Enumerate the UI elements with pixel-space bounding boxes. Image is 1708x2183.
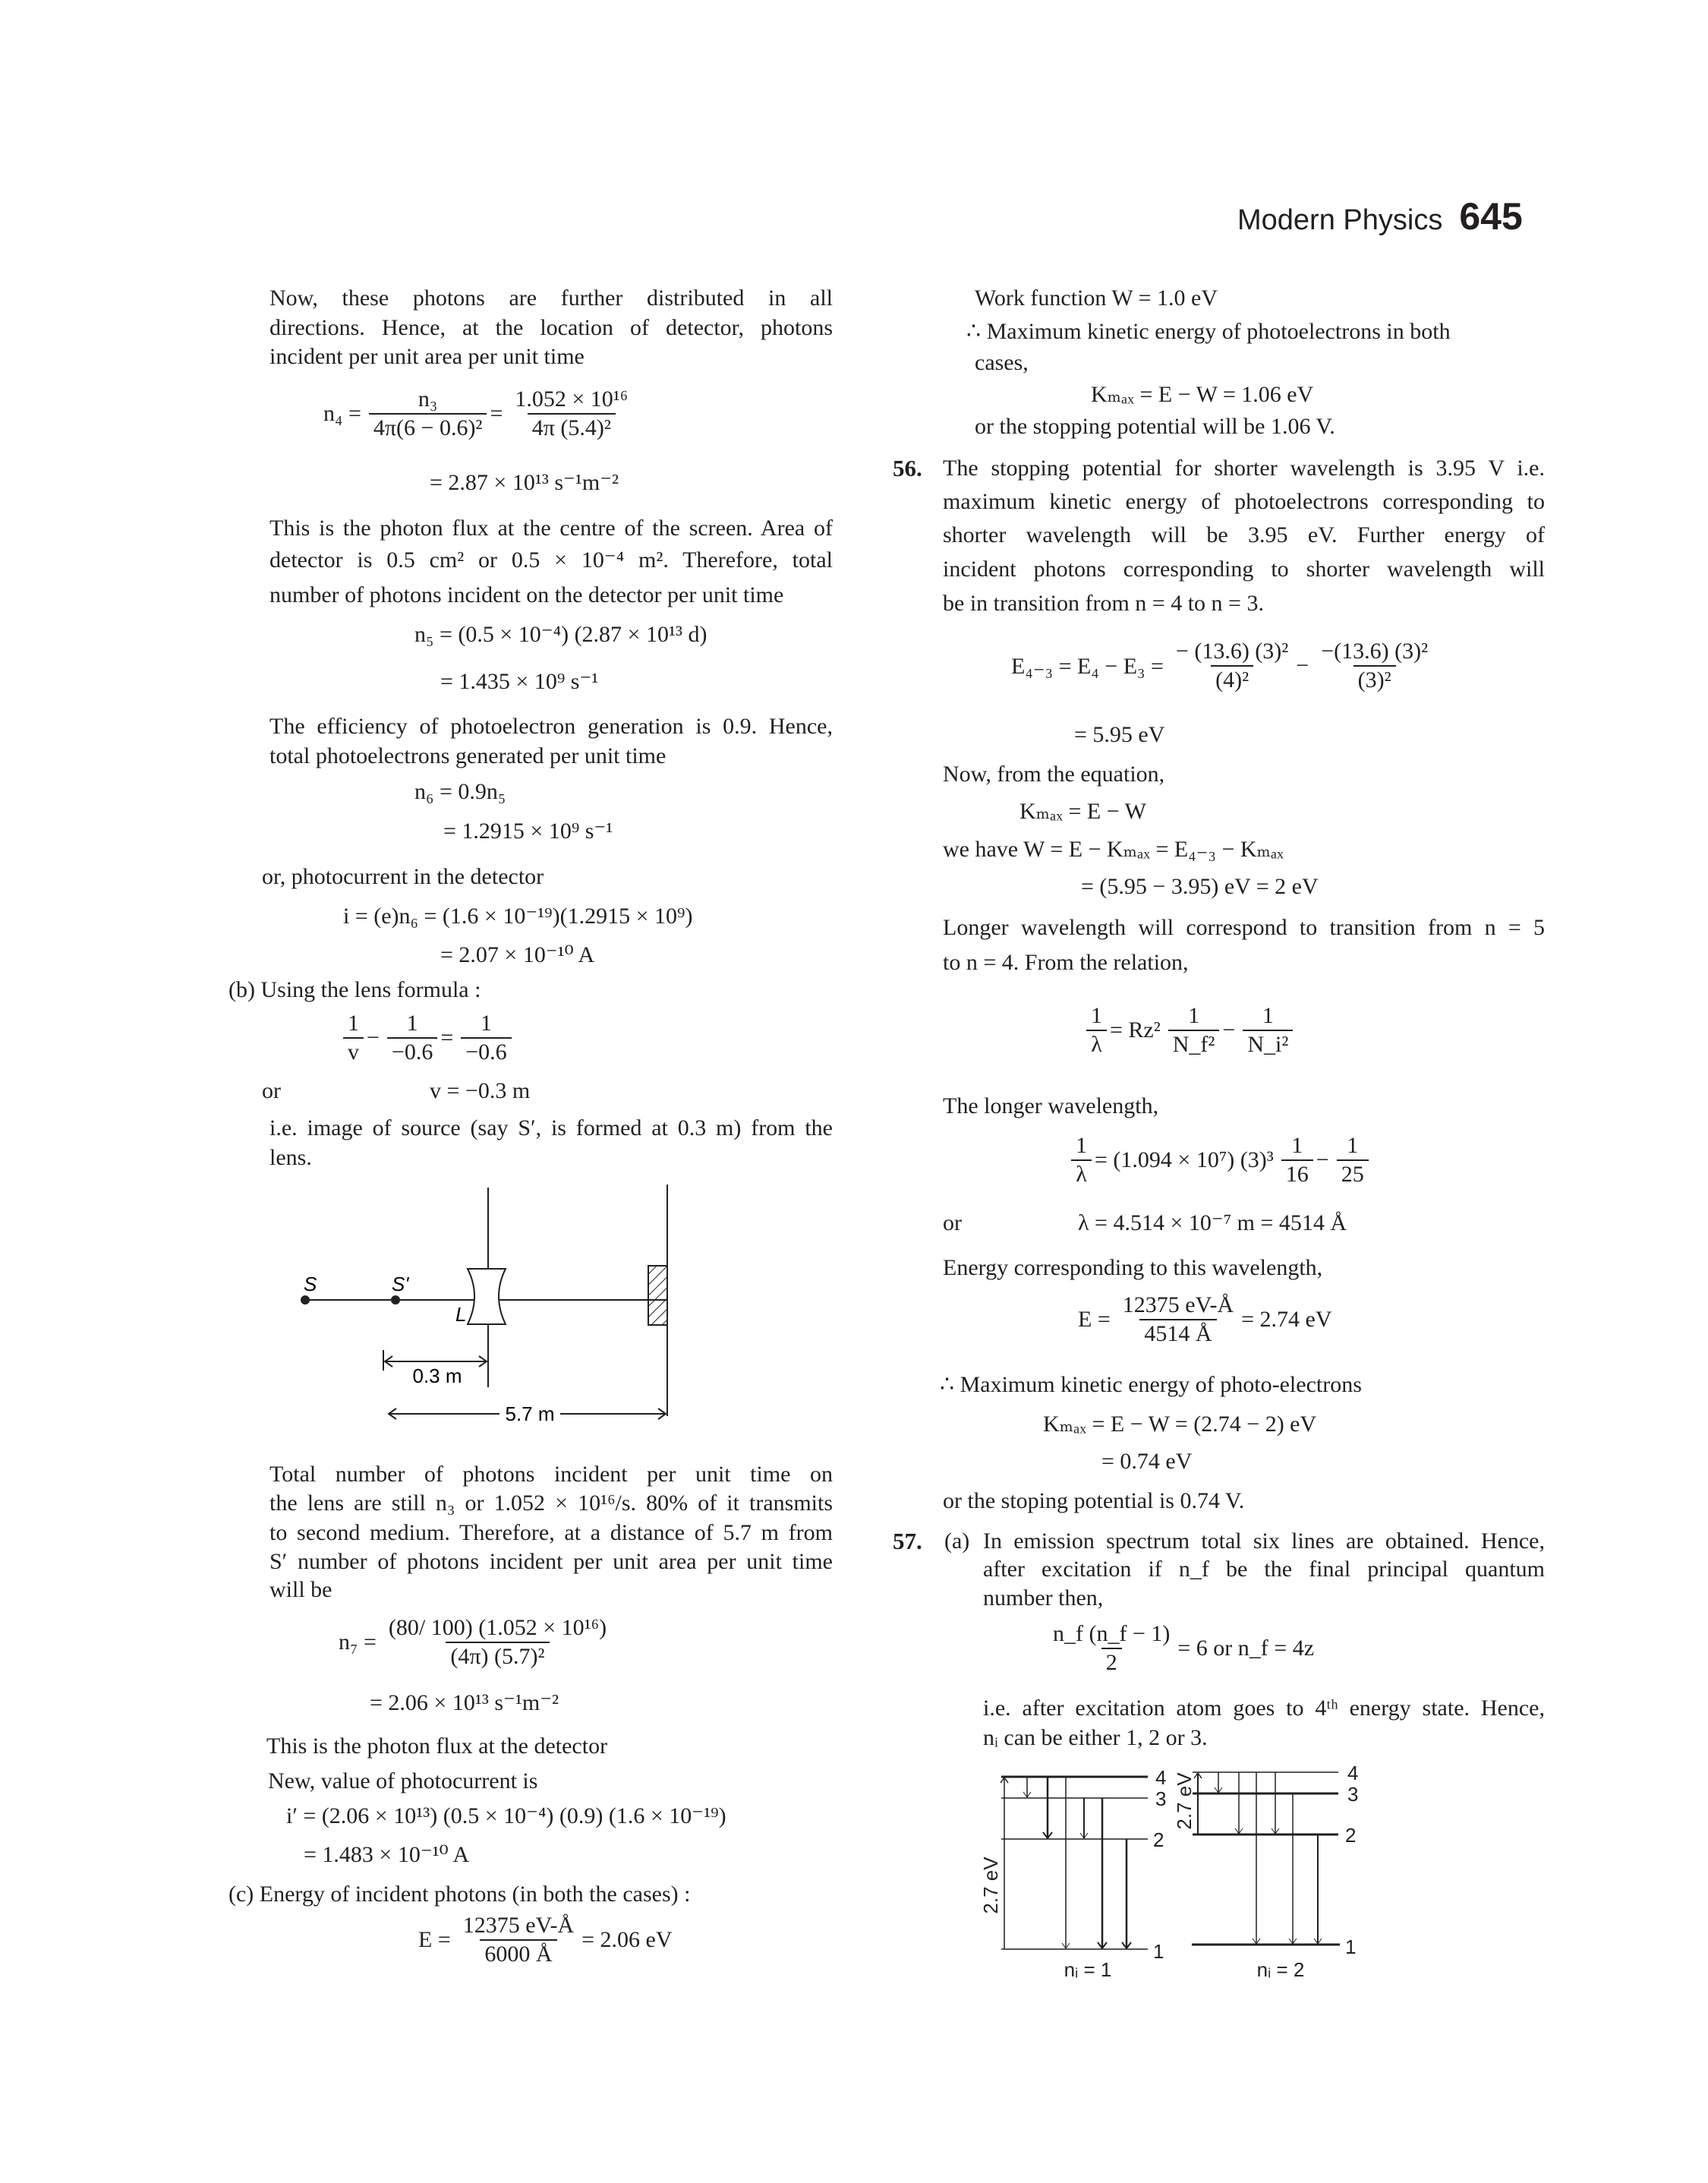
paragraph-line: This is the photon flux at the detector <box>266 1733 608 1759</box>
denominator: 4π(6 − 0.6)² <box>369 413 487 442</box>
numerator: 1 <box>1188 1003 1200 1028</box>
numerator: (80/ 100) (1.052 × 10¹⁶) <box>388 1615 607 1640</box>
label-0-3m: 0.3 m <box>412 1364 462 1387</box>
paragraph-line: ∴ Maximum kinetic energy of photoelectrons in both <box>966 319 1451 344</box>
paragraph-line: Longer wavelength will correspond to transition from n = 5 <box>943 915 1545 940</box>
paragraph-line: or the stopping potential will be 1.06 V. <box>975 414 1335 439</box>
minus: − <box>367 1025 380 1050</box>
eq-lhs: n₇ = <box>339 1629 377 1655</box>
result-work-function: = (5.95 − 3.95) eV = 2 eV <box>1081 874 1319 899</box>
numerator: 1 <box>1347 1133 1359 1158</box>
numerator: 12375 eV-Å <box>462 1913 575 1938</box>
denominator: λ <box>1071 1159 1092 1188</box>
paragraph-line: Now, these photons are further distributed in all <box>269 285 833 311</box>
level-3-label: 3 <box>1347 1783 1359 1806</box>
denominator: −0.6 <box>387 1037 437 1066</box>
equals: = <box>490 401 503 426</box>
paragraph-line: incident photons corresponding to shorter wavelength will <box>943 557 1545 582</box>
numerator: n_f (n_f − 1) <box>1053 1621 1171 1646</box>
paragraph-line: maximum kinetic energy of photoelectrons corresponding to <box>943 489 1545 514</box>
fraction <box>1168 1002 1220 1058</box>
paragraph-line: be in transition from n = 4 to n = 3. <box>943 591 1264 616</box>
eq-lhs: E = <box>1078 1307 1111 1332</box>
denominator: 4514 Å <box>1139 1319 1216 1348</box>
equation-energy <box>1078 1292 1335 1348</box>
result-n6: = 1.2915 × 10⁹ s⁻¹ <box>443 819 613 844</box>
paragraph-line: The efficiency of photoelectron generation is 0.9. Hence, <box>269 714 833 739</box>
denominator: N_f² <box>1168 1030 1220 1058</box>
numerator: 1 <box>1291 1133 1303 1158</box>
eq-lhs: E = <box>418 1927 451 1952</box>
eq-mid: = Rz² <box>1110 1017 1161 1043</box>
paragraph-line: to second medium. Therefore, at a distance of 5.7 m from <box>269 1520 833 1545</box>
minus: − <box>1222 1017 1236 1043</box>
paragraph-line: cases, <box>975 350 1029 375</box>
minus: − <box>1296 653 1309 678</box>
fraction <box>1281 1132 1313 1188</box>
rydberg-equation <box>1082 1002 1296 1058</box>
fraction <box>1171 638 1293 694</box>
equation-current: i = (e)n₆ = (1.6 × 10⁻¹⁹)(1.2915 × 10⁹) <box>343 904 693 929</box>
energy-level-diagram-ni-2 <box>1192 1772 1340 1945</box>
paragraph-line: or, photocurrent in the detector <box>262 864 544 889</box>
energy-label: 2.7 eV <box>1173 1772 1196 1830</box>
denominator: 6000 Å <box>480 1939 556 1968</box>
paragraph-line: to n = 4. From the relation, <box>943 950 1189 975</box>
part-b-heading: (b) Using the lens formula : <box>228 977 481 1002</box>
result-new-current: = 1.483 × 10⁻¹⁰ A <box>304 1842 470 1867</box>
image-distance: v = −0.3 m <box>430 1078 531 1103</box>
fraction <box>459 1912 578 1968</box>
equation-n6: n₆ = 0.9n₅ <box>414 779 506 804</box>
paragraph-line: This is the photon flux at the centre of the screen. Area of <box>269 516 833 541</box>
result-n4: = 2.87 × 10¹³ s⁻¹m⁻² <box>430 470 619 495</box>
denominator: 2 <box>1101 1648 1122 1677</box>
or-label: or <box>262 1078 281 1103</box>
paragraph-line: the lens are still n₃ or 1.052 × 10¹⁶/s. 80% of it transmits <box>269 1491 833 1516</box>
level-2-label: 2 <box>1345 1824 1357 1847</box>
fraction <box>1337 1132 1369 1188</box>
result-e43: = 5.95 eV <box>1074 722 1165 747</box>
fraction <box>1118 1292 1238 1348</box>
question-number-57: 57. <box>893 1528 922 1554</box>
paragraph-line: i.e. after excitation atom goes to 4ᵗʰ energy state. Hence, <box>983 1696 1545 1721</box>
level-4-label: 4 <box>1155 1766 1167 1789</box>
numerator: n₃ <box>418 386 438 412</box>
source-point-s <box>301 1295 310 1304</box>
denominator: 16 <box>1281 1159 1313 1188</box>
paragraph-line: after excitation if n_f be the final principal quantum <box>983 1557 1545 1582</box>
level-2-label: 2 <box>1153 1828 1164 1851</box>
result-n7: = 2.06 × 10¹³ s⁻¹m⁻² <box>370 1690 559 1715</box>
level-4-label: 4 <box>1347 1762 1359 1784</box>
level-3-label: 3 <box>1155 1787 1167 1810</box>
section-title: Modern Physics <box>1237 204 1443 236</box>
concave-lens <box>468 1269 506 1324</box>
energy-label: 2.7 eV <box>979 1856 1002 1914</box>
wavelength-result: λ = 4.514 × 10⁻⁷ m = 4514 Å <box>1078 1210 1347 1235</box>
numerator: 1 <box>1091 1003 1102 1028</box>
paragraph-line: number then, <box>983 1585 1104 1610</box>
paragraph-line: Energy corresponding to this wavelength, <box>943 1255 1323 1280</box>
level-1-label: 1 <box>1345 1935 1357 1958</box>
denominator: −0.6 <box>461 1037 511 1066</box>
or-label: or <box>943 1210 962 1235</box>
paragraph-line: detector is 0.5 cm² or 0.5 × 10⁻⁴ m². Therefore, total <box>269 547 833 573</box>
paragraph-line: lens. <box>269 1145 312 1170</box>
denominator: λ <box>1086 1030 1107 1058</box>
paragraph-line: S′ number of photons incident per unit area per unit time <box>269 1549 833 1574</box>
eq-rhs: = 2.74 eV <box>1241 1307 1332 1332</box>
paragraph-line: Total number of photons incident per unit time on <box>269 1462 833 1487</box>
denominator: (3)² <box>1353 665 1396 694</box>
paragraph-line: i.e. image of source (say S′, is formed at 0.3 m) from the <box>269 1115 833 1140</box>
paragraph-line: New, value of photocurrent is <box>268 1768 538 1793</box>
paragraph-line: nᵢ can be either 1, 2 or 3. <box>983 1725 1208 1750</box>
eq-rhs: = 6 or n_f = 4z <box>1177 1636 1315 1661</box>
fraction <box>1243 1002 1293 1058</box>
equation-kmax: Kₘₐₓ = E − W = (2.74 − 2) eV <box>1043 1412 1317 1437</box>
eq-mid: = (1.094 × 10⁷) (3)³ <box>1095 1147 1274 1172</box>
denominator: (4π) (5.7)² <box>446 1642 549 1670</box>
equation-work-function: we have W = E − Kₘₐₓ = E₄₋₃ − Kₘₐₓ <box>943 837 1284 862</box>
paragraph-line: Now, from the equation, <box>943 762 1165 787</box>
part-label: (a) <box>944 1528 970 1554</box>
equation-n5: n₅ = (0.5 × 10⁻⁴) (2.87 × 10¹³ d) <box>414 622 707 647</box>
result-kmax: = 0.74 eV <box>1101 1449 1193 1474</box>
label-l: L <box>455 1303 467 1326</box>
numerator: 12375 eV-Å <box>1122 1292 1234 1317</box>
numerator: 1 <box>1076 1133 1087 1158</box>
equals: = <box>440 1025 454 1050</box>
eq-rhs: = 2.06 eV <box>581 1927 673 1952</box>
denominator: 4π (5.4)² <box>528 413 616 442</box>
paragraph-line: incident per unit area per unit time <box>269 344 585 369</box>
label-5-7m: 5.7 m <box>505 1402 555 1425</box>
eq-lhs: n₄ = <box>323 401 361 426</box>
equation-new-current: i′ = (2.06 × 10¹³) (0.5 × 10⁻⁴) (0.9) (1.6 × 10⁻¹⁹) <box>286 1803 726 1828</box>
image-point-s-prime <box>391 1295 400 1304</box>
paragraph-line: directions. Hence, at the location of detector, photons <box>269 315 833 340</box>
denominator: v <box>343 1037 364 1066</box>
work-function: Work function W = 1.0 eV <box>975 285 1218 311</box>
label-s: S <box>304 1273 317 1295</box>
caption-ni-1: nᵢ = 1 <box>1064 1958 1112 1981</box>
question-number-56: 56. <box>893 455 922 481</box>
numerator: 1 <box>1262 1003 1274 1028</box>
fraction <box>1086 1002 1107 1058</box>
paragraph-line: ∴ Maximum kinetic energy of photo-electrons <box>940 1372 1362 1397</box>
paragraph-line: or the stoping potential is 0.74 V. <box>943 1488 1245 1513</box>
denominator: N_i² <box>1243 1030 1293 1058</box>
equation-n7 <box>339 1614 614 1670</box>
equation-energy <box>418 1912 676 1968</box>
label-s-prime: S' <box>392 1273 409 1295</box>
numerator: − (13.6) (3)² <box>1175 639 1289 664</box>
numerator: 1.052 × 10¹⁶ <box>515 386 629 412</box>
fraction <box>1071 1132 1092 1188</box>
paragraph-line: In emission spectrum total six lines are obtained. Hence, <box>983 1528 1545 1554</box>
paragraph-line: The stopping potential for shorter wavelength is 3.95 V i.e. <box>943 456 1545 481</box>
fraction <box>1316 638 1432 694</box>
numerator: 1 <box>480 1011 492 1036</box>
numerator: −(13.6) (3)² <box>1321 639 1429 664</box>
equation-e43 <box>1011 638 1435 694</box>
result-n5: = 1.435 × 10⁹ s⁻¹ <box>440 669 599 694</box>
page-number: 645 <box>1459 195 1523 238</box>
wavelength-equation <box>1067 1132 1372 1188</box>
level-1-label: 1 <box>1153 1940 1164 1963</box>
denominator: (4)² <box>1211 665 1253 694</box>
paragraph-line: number of photons incident on the detector per unit time <box>269 582 784 607</box>
paragraph-line: will be <box>269 1577 332 1602</box>
fraction <box>1048 1620 1174 1677</box>
denominator: 25 <box>1337 1159 1369 1188</box>
eq-lhs: E₄₋₃ = E₄ − E₃ = <box>1011 653 1164 679</box>
energy-level-diagram-ni-1 <box>1001 1777 1148 1949</box>
paragraph-line: total photoelectrons generated per unit time <box>269 743 666 768</box>
part-c-heading: (c) Energy of incident photons (in both the cases) : <box>228 1882 691 1907</box>
minus: − <box>1316 1147 1329 1172</box>
paragraph-line: The longer wavelength, <box>943 1093 1159 1118</box>
numerator: 1 <box>348 1011 359 1036</box>
equation-kmax: Kₘₐₓ = E − W = 1.06 eV <box>1091 382 1314 407</box>
equation-kmax: Kₘₐₓ = E − W <box>1019 799 1146 824</box>
detector <box>648 1266 667 1325</box>
fraction <box>384 1614 611 1670</box>
result-current: = 2.07 × 10⁻¹⁰ A <box>440 942 595 967</box>
paragraph-line: shorter wavelength will be 3.95 eV. Further energy of <box>943 522 1545 547</box>
numerator: 1 <box>406 1011 418 1036</box>
equation-nf <box>1044 1620 1317 1677</box>
caption-ni-2: nᵢ = 2 <box>1256 1958 1305 1981</box>
